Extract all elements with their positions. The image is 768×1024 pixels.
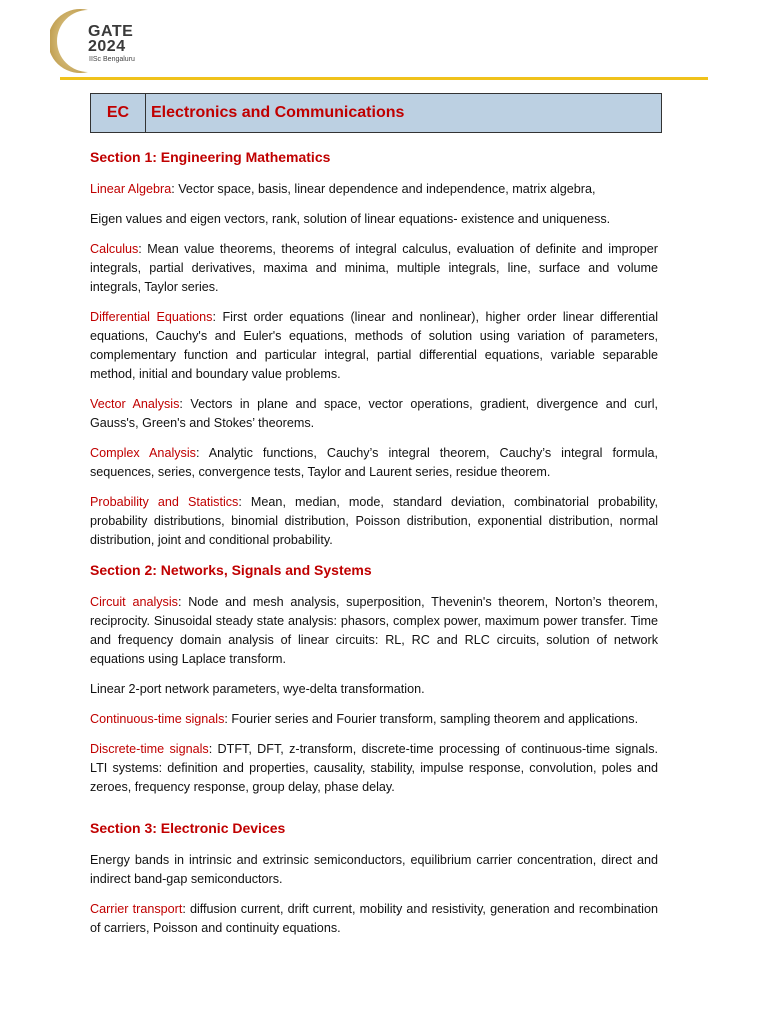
logo-title: GATE	[88, 23, 134, 40]
topic-text: Energy bands in intrinsic and extrinsic semiconductors, equilibrium carrier concentration, direct and indirect band-gap semiconductors.	[90, 853, 658, 886]
topic-text: : Vectors in plane and space, vector operations, gradient, divergence and curl, Gauss's, Green's and Stokes’ theorems.	[90, 397, 658, 430]
topic-paragraph	[90, 710, 658, 729]
topic-paragraph	[90, 680, 658, 699]
topic-label: Carrier transport	[90, 902, 183, 916]
topic-label: Complex Analysis	[90, 446, 196, 460]
topic-label: Vector Analysis	[90, 397, 180, 411]
logo-year: 2024	[88, 38, 126, 55]
topic-text: : Analytic functions, Cauchy’s integral theorem, Cauchy’s integral formula, sequences, series, convergence tests, Taylor and Laurent series, residue theorem.	[90, 446, 658, 479]
topic-paragraph	[90, 740, 658, 797]
topic-paragraph	[90, 180, 658, 199]
section-title: Section 3: Electronic Devices	[90, 820, 286, 836]
gate-logo	[50, 6, 170, 76]
section-title: Section 1: Engineering Mathematics	[90, 149, 331, 165]
topic-label: Differential Equations	[90, 310, 213, 324]
topic-text: : Mean, median, mode, standard deviation, combinatorial probability, probability distributions, binomial distribution, Poisson distribution, exponential distribution, normal distribution, joint and conditional probability.	[90, 495, 658, 547]
topic-label: Probability and Statistics	[90, 495, 239, 509]
topic-text: : Mean value theorems, theorems of integral calculus, evaluation of definite and improper integrals, partial derivatives, maxima and minima, multiple integrals, line, surface and volume integrals, Taylor series.	[90, 242, 658, 294]
topic-paragraph	[90, 395, 658, 433]
topic-paragraph	[90, 240, 658, 297]
topic-text: : First order equations (linear and nonlinear), higher order linear differential equations, Cauchy's and Euler's equations, methods of solution using variation of parameters, complementary function and particular integral, partial differential equations, variable separable method, initial and boundary value problems.	[90, 310, 659, 381]
topic-text: Eigen values and eigen vectors, rank, solution of linear equations- existence and uniqueness.	[90, 212, 611, 226]
topic-text: : DTFT, DFT, z-transform, discrete-time processing of continuous-time signals. LTI systems: definition and properties, causality, stability, impulse response, convolution, poles and zeroes, frequency response, group delay, phase delay.	[90, 742, 658, 794]
subject-header	[90, 93, 662, 133]
gate-emblem-icon	[50, 6, 90, 76]
subject-code: EC	[91, 94, 146, 132]
topic-text: Linear 2-port network parameters, wye-delta transformation.	[90, 682, 425, 696]
header-divider	[60, 77, 708, 80]
subject-name: Electronics and Communications	[151, 104, 405, 121]
topic-paragraph	[90, 444, 658, 482]
topic-text: : Fourier series and Fourier transform, sampling theorem and applications.	[224, 712, 639, 726]
topic-paragraph	[90, 493, 658, 550]
section-title: Section 2: Networks, Signals and Systems	[90, 562, 372, 578]
topic-label: Circuit analysis	[90, 595, 178, 609]
logo-institute: IISc Bengaluru	[89, 56, 135, 63]
topic-label: Linear Algebra	[90, 182, 172, 196]
topic-label: Calculus	[90, 242, 139, 256]
topic-text: : Node and mesh analysis, superposition, Thevenin's theorem, Norton’s theorem, reciprocity. Sinusoidal steady state analysis: phasors, complex power, maximum power transfer. Time and frequency domain analysis of linear circuits: RL, RC and RLC circuits, solution of network equations using Laplace transform.	[90, 595, 658, 666]
topic-text: : diffusion current, drift current, mobility and resistivity, generation and recombination of carriers, Poisson and continuity equations.	[90, 902, 658, 935]
topic-paragraph	[90, 593, 658, 669]
topic-paragraph	[90, 900, 658, 938]
topic-label: Continuous-time signals	[90, 712, 225, 726]
topic-paragraph	[90, 851, 658, 889]
topic-text: : Vector space, basis, linear dependence and independence, matrix algebra,	[171, 182, 596, 196]
syllabus-content	[90, 148, 658, 949]
topic-label: Discrete-time signals	[90, 742, 209, 756]
topic-paragraph	[90, 308, 658, 384]
topic-paragraph	[90, 210, 658, 229]
